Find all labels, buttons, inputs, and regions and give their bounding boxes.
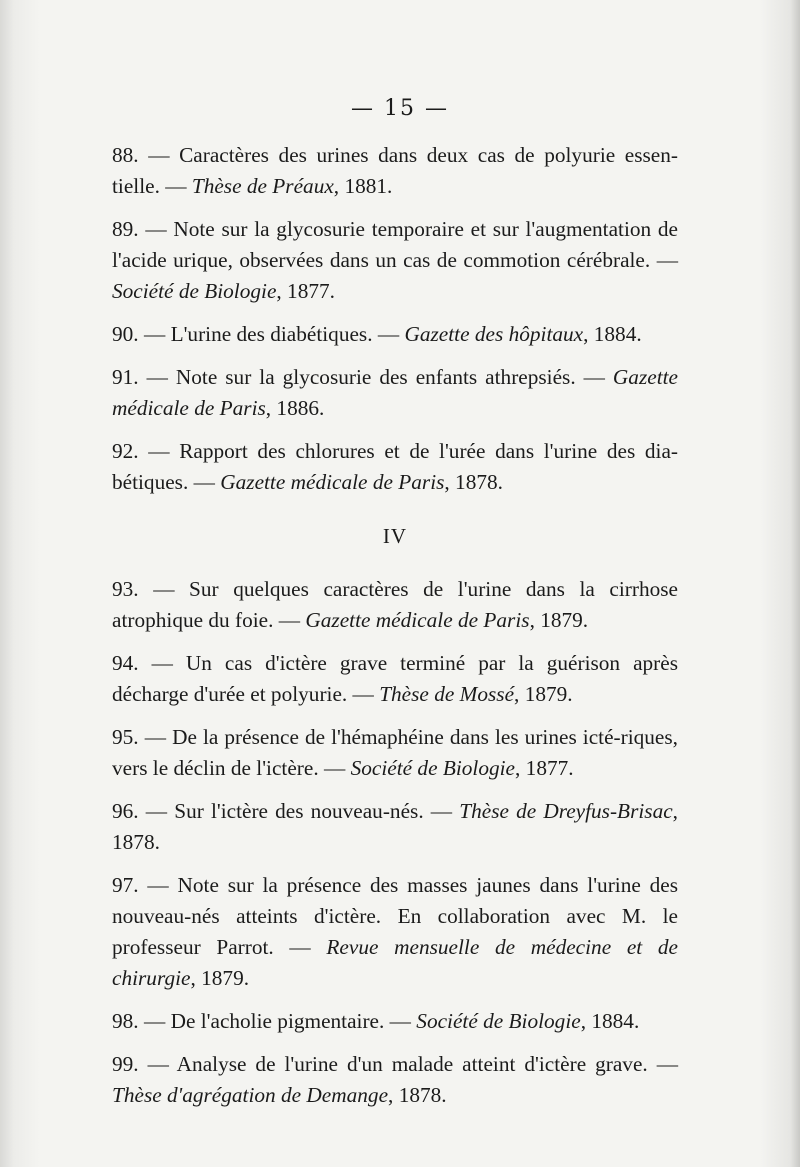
entry-99: 99. — Analyse de l'urine d'un malade atteint d'ictère grave. — Thèse d'agrégation de Demange, 1878.: [112, 1052, 678, 1107]
entry-95: 95. — De la présence de l'hémaphéine dans les urines icté-riques, vers le déclin de l'ictère. — Société de Biologie, 1877.: [112, 725, 678, 780]
entry-98: 98. — De l'acholie pigmentaire. — Société de Biologie, 1884.: [112, 1009, 640, 1033]
entry-92: 92. — Rapport des chlorures et de l'urée dans l'urine des dia-bétiques. — Gazette médicale de Paris, 1878.: [112, 439, 679, 494]
entry-90: 90. — L'urine des diabétiques. — Gazette des hôpitaux, 1884.: [112, 322, 642, 346]
entry-94: 94. — Un cas d'ictère grave terminé par la guérison après décharge d'urée et polyurie. — Thèse de Mossé, 1879.: [112, 651, 678, 706]
entry-93: 93. — Sur quelques caractères de l'urine dans la cirrhose atrophique du foie. — Gazette médicale de Paris, 1879.: [112, 577, 678, 632]
entry-97: 97. — Note sur la présence des masses jaunes dans l'urine des nouveau-nés atteints d'ictère. En collaboration avec M. le professeur Parrot. — Revue mensuelle de médecine et de chirurgie, 1879.: [112, 873, 678, 990]
entry-88: 88. — Caractères des urines dans deux cas de polyurie essen-tielle. — Thèse de Préaux, 1881.: [112, 143, 678, 198]
entry-89: 89. — Note sur la glycosurie temporaire et sur l'augmentation de l'acide urique, observées dans un cas de commotion cérébrale. — Société de Biologie, 1877.: [112, 217, 678, 303]
entry-91: 91. — Note sur la glycosurie des enfants athrepsiés. — Gazette médicale de Paris, 1886.: [112, 365, 678, 420]
entry-96: 96. — Sur l'ictère des nouveau-nés. — Thèse de Dreyfus-Brisac, 1878.: [112, 799, 678, 854]
page-number: — 15 —: [351, 96, 449, 121]
section-heading: IV: [382, 524, 408, 548]
bibliography-list: [112, 140, 678, 1123]
